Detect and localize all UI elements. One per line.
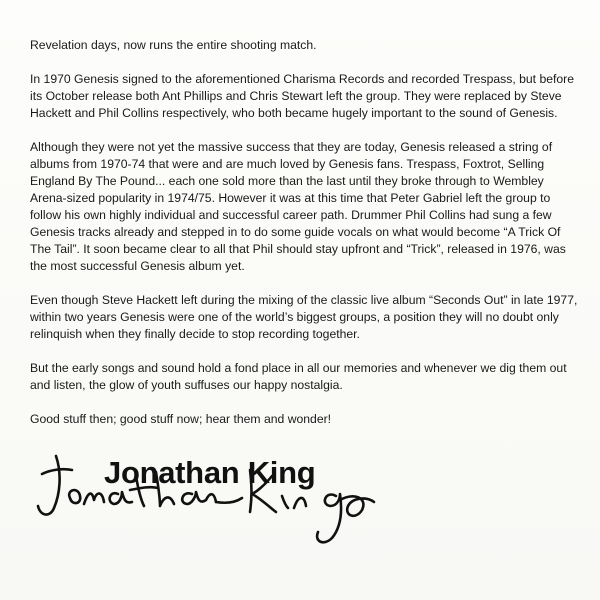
paragraph-1: Revelation days, now runs the entire shooting match. bbox=[30, 38, 317, 52]
paragraph-4: Even though Steve Hackett left during the mixing of the classic live album “Seconds Out” in late 1977, within two years Genesis were one of the world’s biggest groups, a position they will no doubt only relinquish when they finally decide to stop recording together. bbox=[30, 293, 578, 341]
paragraph-6: Good stuff then; good stuff now; hear them and wonder! bbox=[30, 412, 332, 426]
paragraph-3: Although they were not yet the massive success that they are today, Genesis released a string of albums from 1970-74 that were and are much loved by Genesis fans. Trespass, Foxtrot, Selling England By The Pound... each one sold more than the last until they broke through to Wembley Arena-sized popularity in 1974/75. However it was at this time that Peter Gabriel left the group to follow his own highly individual and successful career path. Drummer Phil Collins had sung a few Genesis tracks already and stepped in to do some guide vocals on what would become “A Trick Of The Tail”. It soon became clear to all that Phil should stay upfront and “Trick”, released in 1976, was the most successful Genesis album yet. bbox=[30, 140, 566, 273]
paragraph-5: But the early songs and sound hold a fond place in all our memories and whenever we dig them out and listen, the glow of youth suffuses our happy nostalgia. bbox=[30, 361, 567, 392]
paragraph-2: In 1970 Genesis signed to the aforementioned Charisma Records and recorded Trespass, but before its October release both Ant Phillips and Chris Stewart left the group. They were replaced by Steve Hackett and Phil Collins respectively, who both became hugely important to the sound of Genesis. bbox=[30, 72, 575, 120]
printed-name: Jonathan King bbox=[104, 455, 316, 490]
body-text bbox=[30, 37, 578, 445]
